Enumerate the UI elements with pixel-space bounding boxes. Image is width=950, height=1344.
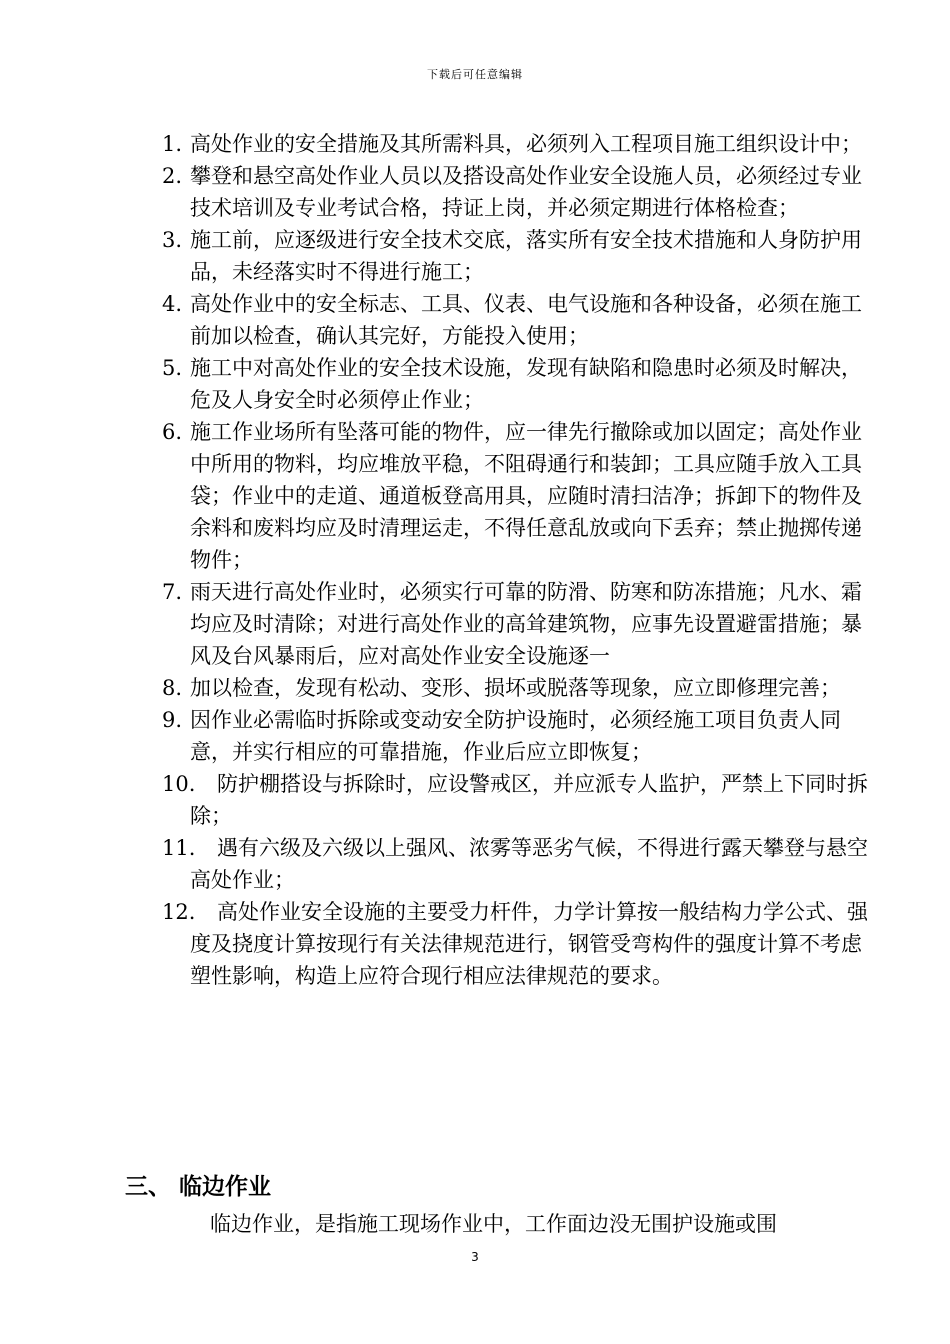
item-number: 12. <box>162 900 196 924</box>
page-number: 3 <box>471 1250 479 1264</box>
item-text: 加以检查，发现有松动、变形、损坏或脱落等现象，应立即修理完善； <box>190 676 841 700</box>
list-item <box>0 224 870 288</box>
item-text: 遇有六级及六级以上强风、浓雾等恶劣气候，不得进行露天攀登与悬空高处作业； <box>190 836 868 892</box>
item-text: 施工中对高处作业的安全技术设施，发现有缺陷和隐患时必须及时解决，危及人身安全时必须停止作业； <box>190 356 862 412</box>
item-number: 5. <box>162 356 183 380</box>
numbered-list <box>0 128 950 992</box>
list-item <box>0 160 870 224</box>
list-item <box>0 704 870 768</box>
page-header: 下载后可任意编辑 <box>427 68 523 81</box>
item-text: 高处作业中的安全标志、工具、仪表、电气设施和各种设备，必须在施工前加以检查，确认其完好，方能投入使用； <box>190 292 862 348</box>
item-text: 施工前，应逐级进行安全技术交底，落实所有安全技术措施和人身防护用品，未经落实时不得进行施工； <box>190 228 862 284</box>
item-number: 7. <box>162 580 183 604</box>
item-number: 3. <box>162 228 183 252</box>
item-number: 10. <box>162 772 196 796</box>
item-number: 4. <box>162 292 183 316</box>
list-item <box>0 832 870 896</box>
item-number: 2. <box>162 164 183 188</box>
list-item <box>0 576 870 672</box>
list-item <box>0 672 870 704</box>
item-number: 11. <box>162 836 196 860</box>
list-item <box>0 896 870 992</box>
item-text: 雨天进行高处作业时，必须实行可靠的防滑、防寒和防冻措施；凡水、霜均应及时清除；对进行高处作业的高耸建筑物，应事先设置避雷措施；暴风及台风暴雨后，应对高处作业安全设施逐一 <box>190 580 862 668</box>
body-paragraph: 临边作业，是指施工现场作业中，工作面边没无围护设施或围 <box>210 1212 777 1236</box>
item-number: 9. <box>162 708 183 732</box>
item-text: 高处作业安全设施的主要受力杆件，力学计算按一般结构力学公式、强度及挠度计算按现行有关法律规范进行，钢管受弯构件的强度计算不考虑塑性影响，构造上应符合现行相应法律规范的要求。 <box>190 900 868 988</box>
list-item <box>0 288 870 352</box>
item-text: 攀登和悬空高处作业人员以及搭设高处作业安全设施人员，必须经过专业技术培训及专业考试合格，持证上岗，并必须定期进行体格检查； <box>190 164 862 220</box>
item-text: 高处作业的安全措施及其所需料具，必须列入工程项目施工组织设计中； <box>190 132 862 156</box>
item-number: 6. <box>162 420 183 444</box>
list-item <box>0 768 870 832</box>
item-number: 8. <box>162 676 183 700</box>
item-number: 1. <box>162 132 183 156</box>
list-item <box>0 352 870 416</box>
section-heading: 三、 临边作业 <box>125 1174 272 1200</box>
item-text: 防护棚搭设与拆除时，应设警戒区，并应派专人监护，严禁上下同时拆除； <box>190 772 868 828</box>
item-text: 因作业必需临时拆除或变动安全防护设施时，必须经施工项目负责人同意，并实行相应的可靠措施，作业后应立即恢复； <box>190 708 841 764</box>
list-item <box>0 416 870 576</box>
list-item <box>0 128 870 160</box>
item-text: 施工作业场所有坠落可能的物件，应一律先行撤除或加以固定；高处作业中所用的物料，均应堆放平稳，不阻碍通行和装卸；工具应随手放入工具袋；作业中的走道、通道板登高用具，应随时清扫洁净；拆卸下的物件及余料和废料均应及时清理运走，不得任意乱放或向下丢弃；禁止抛掷传递物件； <box>190 420 862 572</box>
